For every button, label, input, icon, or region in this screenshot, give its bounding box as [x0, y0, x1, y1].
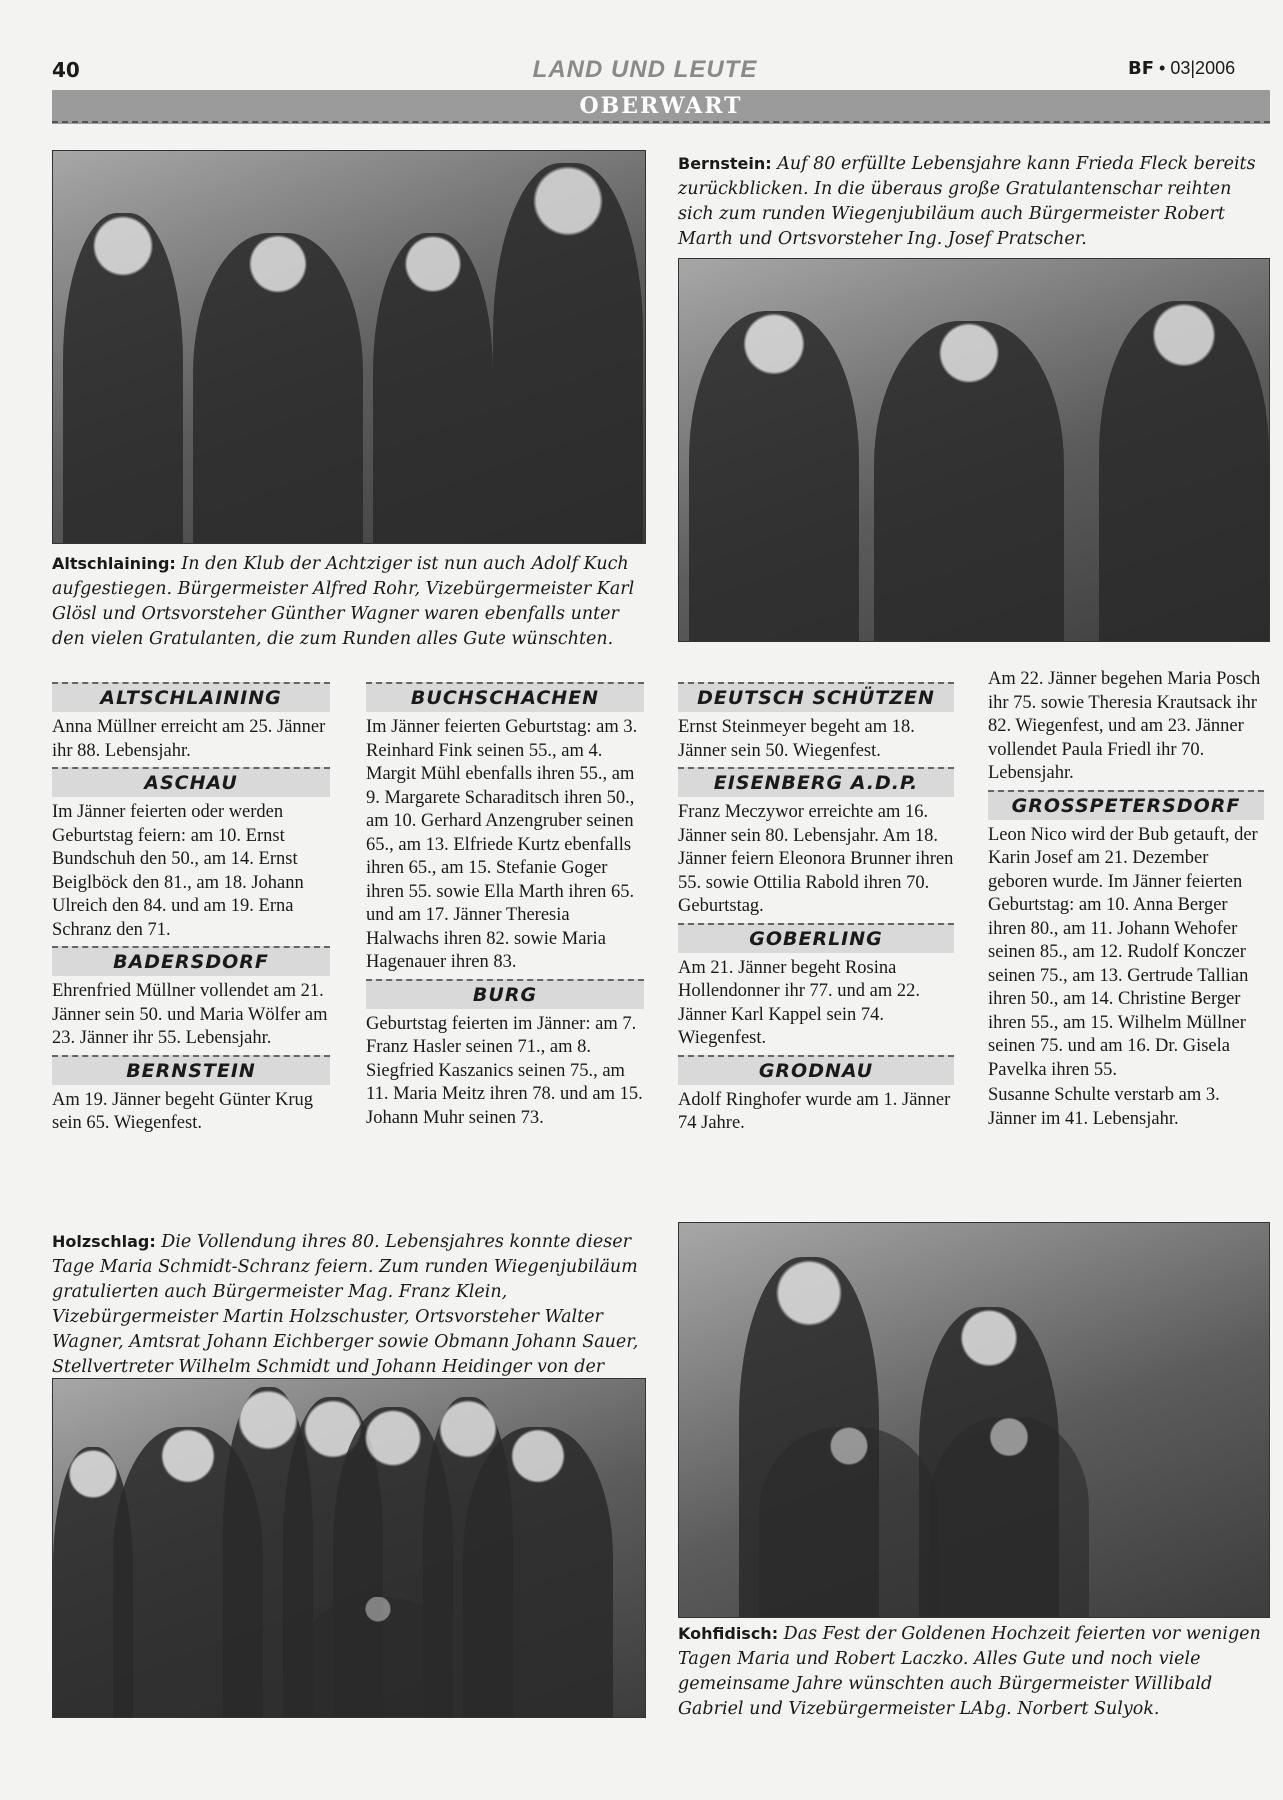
caption-text: In den Klub der Achtziger ist nun auch Adolf Kuch aufgestiegen. Bürgermeister Alfred Rohr, Vizebürgermeister Karl Glösl und Ortsvorsteher Günther Wagner waren ebenfalls unter den vielen Gratulanten, die zum Runden alles Gute wünschten.	[52, 554, 635, 649]
caption-place: Kohfidisch:	[678, 1624, 779, 1643]
place-heading: DEUTSCH SCHÜTZEN	[678, 682, 954, 712]
place-heading: BADERSDORF	[52, 946, 330, 976]
section-title: LAND UND LEUTE	[532, 56, 758, 83]
caption-text: Auf 80 erfüllte Lebensjahre kann Frieda Fleck bereits zurückblicken. In die überaus große Gratulantenschar reihten sich zum runden Wiegenjubiläum auch Bürgermeister Robert Marth und Ortsvorsteher Ing. Josef Pratscher.	[678, 154, 1256, 249]
caption-altschlaining	[52, 552, 644, 652]
issue-date: 03|2006	[1170, 58, 1236, 78]
place-text: Geburtstag feierten im Jänner: am 7. Franz Hasler seinen 71., am 8. Siegfried Kaszanics seinen 75., am 11. Maria Meitz ihren 78. und am 15. Johann Muhr seinen 73.	[366, 1013, 643, 1128]
place-text: Anna Müllner erreicht am 25. Jänner ihr 88. Lebensjahr.	[52, 717, 326, 761]
place-text: Adolf Ringhofer wurde am 1. Jänner 74 Jahre.	[678, 1089, 951, 1133]
place-heading: BERNSTEIN	[52, 1055, 330, 1085]
brand: BF	[1128, 58, 1155, 79]
place-heading: GROSSPETERSDORF	[988, 790, 1264, 820]
photo-holzschlag	[52, 1378, 646, 1718]
photo-bernstein	[678, 258, 1270, 642]
place-text: Leon Nico wird der Bub getauft, der Karin Josef am 21. Dezember geboren wurde. Im Jänner feierten Geburtstag: am 10. Anna Berger ihren 80., am 11. Johann Wehofer seinen 85., am 12. Rudolf Konczer seinen 75., am 13. Gertrude Tallian ihren 50., am 14. Christine Berger ihren 55., am 15. Wilhelm Müllner seinen 75. und am 16. Dr. Gisela Pavelka ihren 55.	[988, 824, 1258, 1080]
column-4	[988, 668, 1264, 1133]
photo-kohfidisch	[678, 1222, 1270, 1618]
place-text: Am 21. Jänner begeht Rosina Hollendonner ihr 77. und am 22. Jänner Karl Kappel sein 74. Wiegenfest.	[678, 957, 920, 1048]
caption-place: Bernstein:	[678, 154, 772, 173]
place-text: Franz Meczywor erreichte am 16. Jänner sein 80. Lebensjahr. Am 18. Jänner feiern Eleonora Brunner ihren 55. sowie Ottilia Rabold ihren 70. Geburtstag.	[678, 802, 954, 916]
place-heading: EISENBERG A.D.P.	[678, 767, 954, 797]
place-text: Im Jänner feierten oder werden Geburtstag feiern: am 10. Ernst Bundschuh den 50., am 14. Ernst Beiglböck den 81., am 18. Johann Ulreich den 84. und am 19. Erna Schranz den 71.	[52, 802, 304, 940]
caption-bernstein	[678, 152, 1272, 252]
place-heading: ASCHAU	[52, 767, 330, 797]
place-text: Im Jänner feierten Geburtstag: am 3. Reinhard Fink seinen 55., am 4. Margit Mühl ebenfalls ihren 55., am 9. Margarete Scharaditsch ihren 50., am 10. Gerhard Anzengruber seinen 65., am 13. Elfriede Kurtz ebenfalls ihren 65., am 15. Stefanie Goger ihren 55. sowie Ella Marth ihren 65. und am 17. Jänner Theresia Halwachs ihren 82. sowie Maria Hagenauer ihren 83.	[366, 717, 638, 972]
column-1	[52, 678, 330, 1138]
place-text: Ernst Steinmeyer begeht am 18. Jänner sein 50. Wiegenfest.	[678, 717, 915, 761]
issue-info	[1128, 58, 1235, 79]
region-title: OBERWART	[579, 93, 743, 119]
place-text: Susanne Schulte verstarb am 3. Jänner im 41. Lebensjahr.	[988, 1085, 1220, 1129]
region-banner	[52, 90, 1270, 124]
place-heading: ALTSCHLAINING	[52, 682, 330, 712]
page-number: 40	[52, 58, 80, 82]
column-3	[678, 678, 954, 1138]
place-text: Ehrenfried Müllner vollendet am 21. Jänner sein 50. und Maria Wölfer am 23. Jänner ihr 55. Lebensjahr.	[52, 981, 328, 1048]
column-2	[366, 678, 644, 1132]
place-text: Am 19. Jänner begeht Günter Krug sein 65. Wiegenfest.	[52, 1089, 313, 1133]
place-heading: BURG	[366, 979, 644, 1009]
photo-altschlaining	[52, 150, 646, 544]
place-text: Am 22. Jänner begehen Maria Posch ihr 75. sowie Theresia Krautsack ihr 82. Wiegenfest, und am 23. Jänner vollendet Paula Friedl ihr 70. Lebensjahr.	[988, 669, 1261, 783]
place-heading: BUCHSCHACHEN	[366, 682, 644, 712]
caption-text: Die Vollendung ihres 80. Lebensjahres konnte dieser Tage Maria Schmidt-Schranz feiern. Zum runden Wiegenjubiläum gratulierten auch Bürgermeister Mag. Franz Klein, Vizebürgermeister Martin Holzschuster, Ortsvorsteher Walter Wagner, Amtsrat Johann Eichberger sowie Obmann Johann Sauer, Stellvertreter Wilhelm Schmidt und Johann Heidinger von der	[52, 1232, 639, 1377]
banner-divider	[52, 121, 1270, 123]
place-heading: GRODNAU	[678, 1055, 954, 1085]
caption-place: Altschlaining:	[52, 554, 176, 573]
caption-kohfidisch	[678, 1622, 1272, 1722]
issue-sep: •	[1159, 58, 1166, 78]
caption-text: Das Fest der Goldenen Hochzeit feierten vor wenigen Tagen Maria und Robert Laczko. Alles Gute und noch viele gemeinsame Jahre wünschten auch Bürgermeister Willibald Gabriel und Vizebürgermeister LAbg. Norbert Sulyok.	[678, 1624, 1261, 1719]
place-heading: GOBERLING	[678, 923, 954, 953]
caption-place: Holzschlag:	[52, 1232, 156, 1251]
